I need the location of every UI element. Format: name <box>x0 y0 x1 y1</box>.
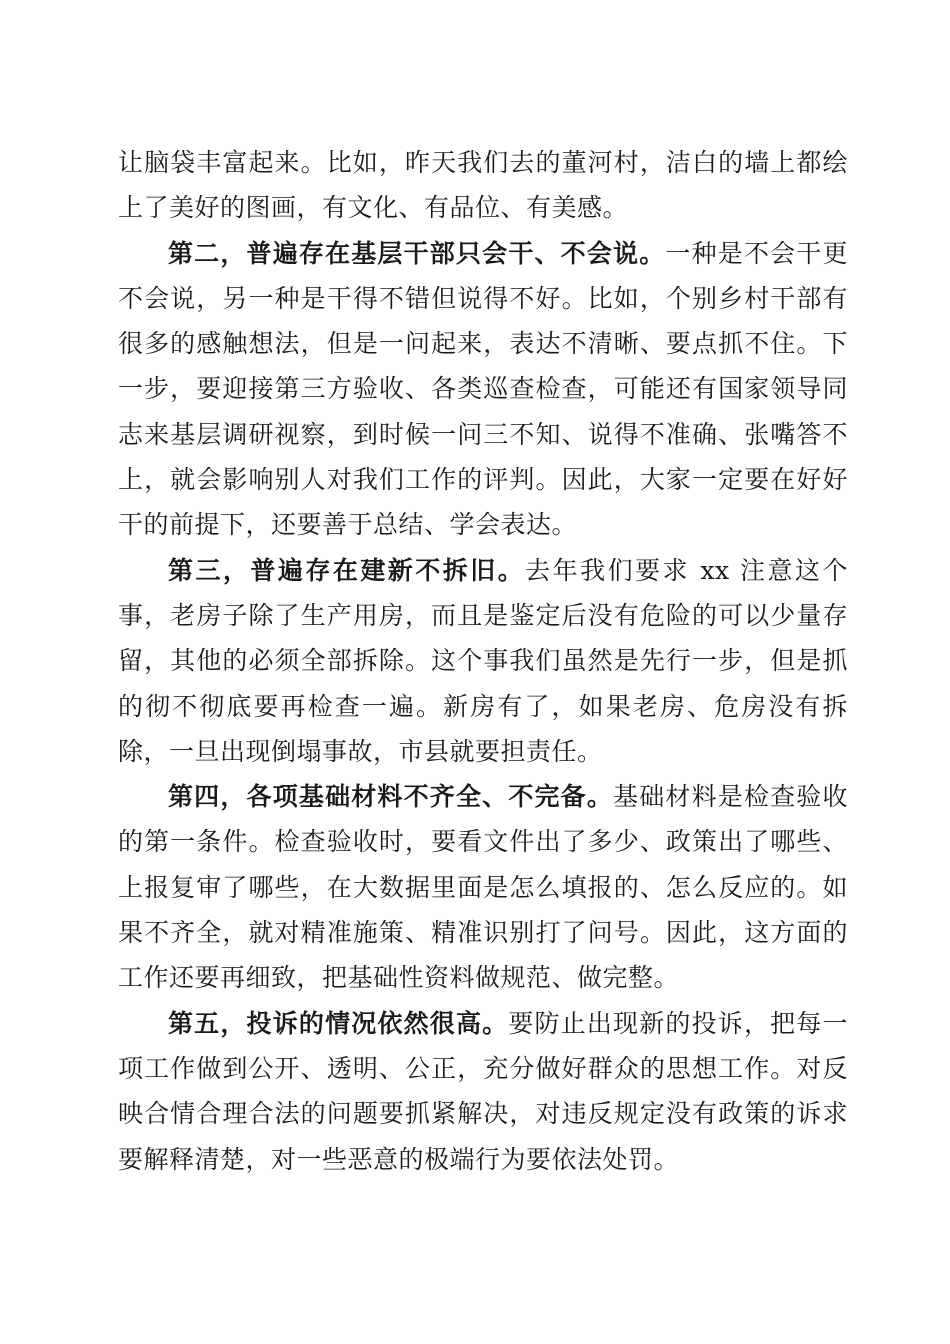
paragraph-body: 去年我们要求 xx 注意这个事，老房子除了生产用房，而且是鉴定后没有危险的可以少量存留，其他的必须全部拆除。这个事我们虽然是先行一步，但是抓的彻不彻底要再检查一遍。新房有了，如果老房、危房没有拆除，一旦出现倒塌事故，市县就要担责任。 <box>118 555 848 766</box>
paragraph-point-two <box>118 231 848 548</box>
paragraph-heading: 第五，投诉的情况依然很高。 <box>168 1008 509 1038</box>
document-body <box>118 140 848 1182</box>
paragraph-point-four <box>118 774 848 1000</box>
paragraph-body: 让脑袋丰富起来。比如，昨天我们去的董河村，洁白的墙上都绘上了美好的图画，有文化、有品位、有美感。 <box>118 148 848 223</box>
paragraph-continuation <box>118 140 848 231</box>
paragraph-body: 一种是不会干更不会说，另一种是干得不错但说得不好。比如，个别乡村干部有很多的感触想法，但是一问起来，表达不清晰、要点抓不住。下一步，要迎接第三方验收、各类巡查检查，可能还有国家领导同志来基层调研视察，到时候一问三不知、说得不准确、张嘴答不上，就会影响别人对我们工作的评判。因此，大家一定要在好好干的前提下，还要善于总结、学会表达。 <box>118 238 848 540</box>
paragraph-point-three <box>118 548 848 774</box>
paragraph-heading: 第三，普遍存在建新不拆旧。 <box>168 555 526 585</box>
paragraph-point-five <box>118 1001 848 1182</box>
paragraph-body: 基础材料是检查验收的第一条件。检查验收时，要看文件出了多少、政策出了哪些、上报复审了哪些，在大数据里面是怎么填报的、怎么反应的。如果不齐全，就对精准施策、精准识别打了问号。因此，这方面的工作还要再细致，把基础性资料做规范、做完整。 <box>118 782 848 993</box>
paragraph-body: 要防止出现新的投诉，把每一项工作做到公开、透明、公正，充分做好群众的思想工作。对反映合情合理合法的问题要抓紧解决，对违反规定没有政策的诉求要解释清楚，对一些恶意的极端行为要依法处罚。 <box>118 1008 848 1174</box>
paragraph-heading: 第四，各项基础材料不齐全、不完备。 <box>168 782 614 812</box>
paragraph-heading: 第二，普遍存在基层干部只会干、不会说。 <box>168 238 666 268</box>
